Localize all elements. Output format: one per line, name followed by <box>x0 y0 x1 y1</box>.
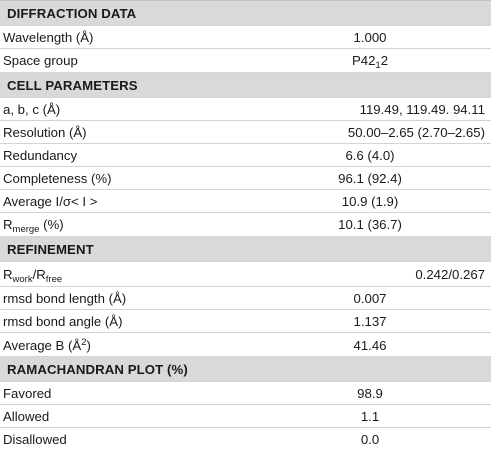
label-main: R <box>3 217 13 232</box>
row-value: 1.137 <box>353 314 387 329</box>
row-value: 10.9 (1.9) <box>341 194 399 209</box>
row-label: Favored <box>3 386 52 401</box>
row-value: 41.46 <box>353 338 387 353</box>
value-main: P42 <box>351 53 376 68</box>
row-label <box>3 213 64 237</box>
row-value: 0.242/0.267 <box>415 267 485 282</box>
table-row-redundancy <box>0 143 491 166</box>
table-row-completeness <box>0 166 491 189</box>
label-main: Average B (Å <box>3 338 82 353</box>
table-row-resolution <box>0 120 491 143</box>
section-title: CELL PARAMETERS <box>7 78 138 93</box>
row-label: Completeness (%) <box>3 171 112 186</box>
section-header-diffraction-data <box>0 0 491 25</box>
section-header-refinement <box>0 236 491 261</box>
table-row-wavelength <box>0 25 491 48</box>
row-value: 50.00–2.65 (2.70–2.65) <box>347 125 485 140</box>
label-r-work: R <box>3 267 13 282</box>
section-title: DIFFRACTION DATA <box>7 6 137 21</box>
table-row-abc <box>0 97 491 120</box>
table-row-average-b <box>0 332 491 356</box>
row-label: a, b, c (Å) <box>3 102 61 117</box>
row-value: 119.49, 119.49. 94.11 <box>359 102 485 117</box>
row-value <box>300 49 440 73</box>
table-row-favored <box>0 381 491 404</box>
row-label: rmsd bond angle (Å) <box>3 314 123 329</box>
table-row-bond-angle <box>0 309 491 332</box>
label-subscript: merge <box>12 224 40 235</box>
label-subscript-work: work <box>12 274 33 285</box>
row-label: Resolution (Å) <box>3 125 87 140</box>
table-row-space-group <box>0 48 491 72</box>
table-row-rwork-rfree <box>0 261 491 286</box>
value-subscript: 1 <box>375 60 381 71</box>
row-label: Allowed <box>3 409 50 424</box>
table-row-average-i-sigma <box>0 189 491 212</box>
section-header-cell-parameters <box>0 72 491 97</box>
label-subscript-free: free <box>45 274 63 285</box>
row-label: Space group <box>3 53 78 68</box>
row-value: 0.0 <box>360 432 380 447</box>
row-value: 98.9 <box>357 386 383 401</box>
row-value: 10.1 (36.7) <box>338 217 402 232</box>
section-title: RAMACHANDRAN PLOT (%) <box>7 362 188 377</box>
row-label: Average I/σ< I > <box>3 194 98 209</box>
row-label: rmsd bond length (Å) <box>3 291 127 306</box>
label-tail: (%) <box>39 217 64 232</box>
table-row-rmerge <box>0 212 491 236</box>
row-value: 1.000 <box>353 30 387 45</box>
table-row-allowed <box>0 404 491 427</box>
row-label <box>3 262 62 287</box>
row-label: Disallowed <box>3 432 67 447</box>
row-label: Redundancy <box>3 148 78 163</box>
table-row-bond-length <box>0 286 491 309</box>
row-value: 96.1 (92.4) <box>338 171 402 186</box>
table-row-disallowed <box>0 427 491 450</box>
section-title: REFINEMENT <box>7 242 94 257</box>
row-value: 1.1 <box>360 409 380 424</box>
section-header-ramachandran-plot <box>0 356 491 381</box>
row-value: 0.007 <box>353 291 387 306</box>
label-superscript: 2 <box>81 337 87 348</box>
label-slash-r: /R <box>32 267 46 282</box>
value-tail: 2 <box>380 53 389 68</box>
row-value: 6.6 (4.0) <box>345 148 395 163</box>
row-label: Wavelength (Å) <box>3 30 94 45</box>
label-tail: ) <box>86 338 91 353</box>
